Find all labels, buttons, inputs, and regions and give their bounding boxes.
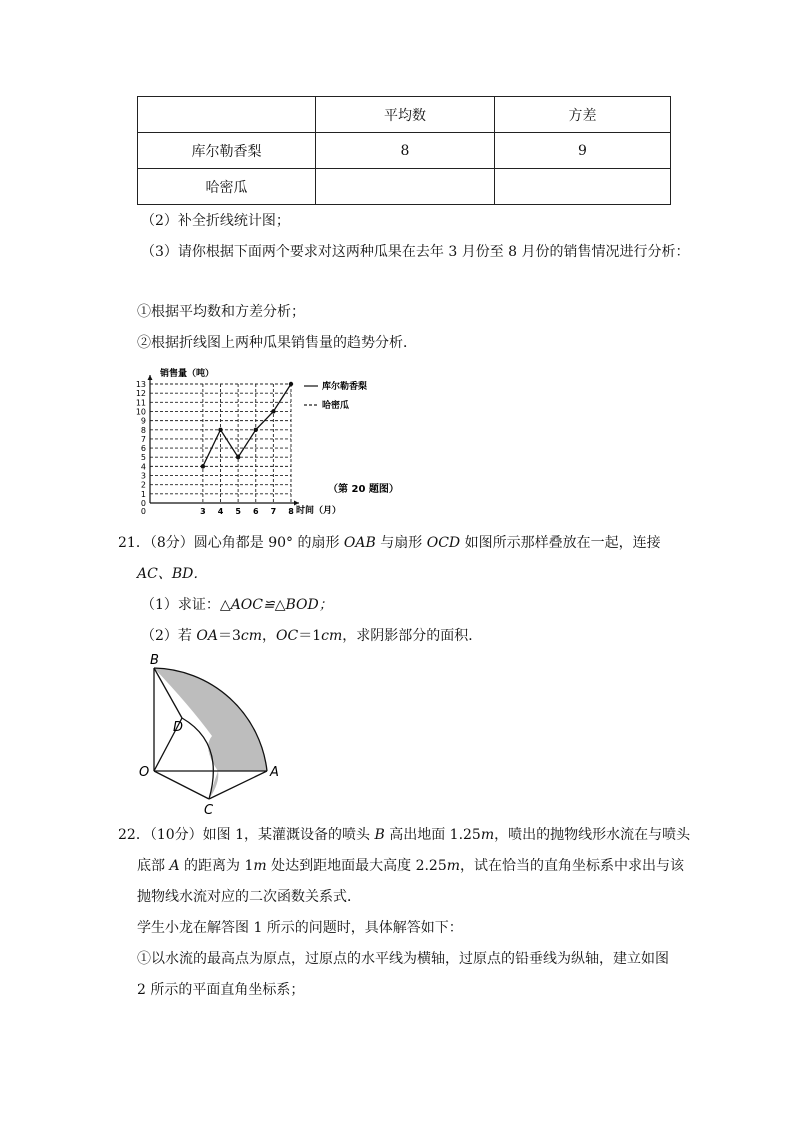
q21-oa: OA xyxy=(196,628,218,644)
q20-part2: （2）补全折线统计图； xyxy=(141,213,290,229)
table-header-cell xyxy=(138,97,316,133)
q22-text: 底部 xyxy=(137,858,170,874)
x-tick-label: 4 xyxy=(217,507,224,516)
y-tick-label: 9 xyxy=(140,416,146,426)
y-tick-label: 11 xyxy=(135,398,146,408)
series-line xyxy=(203,384,291,466)
question-number: 22． xyxy=(118,827,150,843)
q21-unit: cm xyxy=(321,628,343,644)
chart-caption: （第 20 题图） xyxy=(328,484,399,495)
sales-line-chart xyxy=(130,366,410,518)
chart-gridlines xyxy=(150,384,291,503)
table-header-cell: 平均数 xyxy=(316,97,495,133)
q22-text: ，喷出的抛物线形水流在与喷头 xyxy=(494,827,691,843)
x-axis-arrow xyxy=(294,501,299,506)
y-tick-label: 2 xyxy=(140,480,146,490)
y-tick-label: 13 xyxy=(135,380,146,389)
chart-series xyxy=(201,382,294,469)
q20-part3: （3）请你根据下面两个要求对这两种瓜果在去年 3 月份至 8 月份的销售情况进行分析： xyxy=(141,244,690,260)
q21-eq: ＝3 xyxy=(217,628,241,644)
q21-line1 xyxy=(118,533,661,553)
legend-item: 库尔勒香梨 xyxy=(322,382,368,392)
q22-point-a: A xyxy=(169,858,180,874)
q21-text: 如图所示那样叠放在一起，连接 xyxy=(460,535,661,551)
q21-text: 圆心角都是 90° 的扇形 xyxy=(193,535,344,551)
q22-text: 处达到距地面最大高度 2.25 xyxy=(266,858,447,874)
q22-unit: m xyxy=(253,858,267,874)
point-label-a: A xyxy=(270,765,279,780)
q21-sep: ， xyxy=(262,628,276,644)
q21-unit: cm xyxy=(240,628,262,644)
q20-req2: ②根据折线图上两种瓜果销售量的趋势分析． xyxy=(137,335,417,351)
table-row xyxy=(138,169,671,205)
table-cell-variance xyxy=(495,169,671,205)
x-tick-label: 6 xyxy=(252,507,259,516)
x-tick-label: 8 xyxy=(288,507,294,516)
y-tick-label: 0 xyxy=(140,499,146,508)
table-cell-name: 库尔勒香梨 xyxy=(138,133,316,169)
chart-legend xyxy=(304,380,367,411)
point-label-o: O xyxy=(139,765,150,780)
table-header-row xyxy=(138,97,671,133)
data-point xyxy=(218,428,222,432)
y-tick-label: 12 xyxy=(135,389,146,399)
y-tick-label: 1 xyxy=(140,489,146,499)
q21-part1-label: （1）求证： xyxy=(141,597,220,613)
q22-line1 xyxy=(118,825,690,845)
q21-part2 xyxy=(141,626,482,646)
q21-text: 与扇形 xyxy=(375,535,427,551)
y-tick-label: 10 xyxy=(135,407,146,417)
q22-line5: ①以水流的最高点为原点，过原点的水平线为横轴，过原点的铅垂线为纵轴，建立如图 xyxy=(137,951,669,967)
question-score: （8分） xyxy=(149,535,194,551)
x-tick-label: 5 xyxy=(235,507,241,516)
data-point xyxy=(201,464,205,468)
table-cell-variance: 9 xyxy=(495,133,671,169)
origin-label: 0 xyxy=(140,507,146,516)
q22-text: 如图 1，某灌溉设备的喷头 xyxy=(202,827,375,843)
y-axis-label: 销售量（吨） xyxy=(160,369,215,379)
point-label-d: D xyxy=(173,720,184,735)
stats-table xyxy=(137,96,671,205)
q21-eq: ＝1 xyxy=(298,628,322,644)
q21-sector-ocd: OCD xyxy=(426,535,461,551)
table-cell-name: 哈密瓜 xyxy=(138,169,316,205)
y-tick-label: 3 xyxy=(140,471,146,481)
data-point xyxy=(254,428,258,432)
y-tick-label: 7 xyxy=(140,434,146,444)
q22-unit: m xyxy=(480,827,495,843)
q21-part1-math: △AOC≌△BOD； xyxy=(219,597,333,613)
chart-axes xyxy=(148,375,300,506)
q21-part1 xyxy=(141,595,333,615)
y-tick-label: 5 xyxy=(140,453,146,463)
q21-oc: OC xyxy=(276,628,299,644)
q21-part2-label: （2）若 xyxy=(141,628,197,644)
q21-line2: AC、BD． xyxy=(137,566,208,582)
q22-text: ，试在恰当的直角坐标系中求出与该 xyxy=(460,858,685,874)
question-number: 21． xyxy=(118,535,150,551)
y-tick-label: 4 xyxy=(140,462,146,472)
q22-line4: 学生小龙在解答图 1 所示的问题时，具体解答如下： xyxy=(137,920,463,936)
y-axis-arrow xyxy=(148,375,153,380)
x-tick-label: 3 xyxy=(200,507,206,516)
segment-oc xyxy=(154,771,209,799)
y-tick-label: 6 xyxy=(140,444,146,454)
table-cell-mean: 8 xyxy=(316,133,495,169)
q22-line6: 2 所示的平面直角坐标系； xyxy=(137,982,305,998)
q22-line2 xyxy=(137,856,684,876)
x-tick-label: 7 xyxy=(270,507,277,516)
sector-figure xyxy=(130,648,290,818)
data-point xyxy=(271,409,275,413)
table-cell-mean xyxy=(316,169,495,205)
point-label-b: B xyxy=(150,653,159,668)
point-label-c: C xyxy=(204,803,214,818)
q22-point-b: B xyxy=(374,827,385,843)
y-tick-label: 8 xyxy=(140,425,146,435)
q21-text: ，求阴影部分的面积． xyxy=(342,628,483,644)
table-header-cell: 方差 xyxy=(495,97,671,133)
table-row xyxy=(138,133,671,169)
q22-unit: m xyxy=(446,858,461,874)
q22-text: 的距离为 1 xyxy=(179,858,254,874)
q21-sector-oab: OAB xyxy=(343,535,376,551)
question-score: （10分） xyxy=(149,827,203,843)
q22-line3: 抛物线水流对应的二次函数关系式． xyxy=(137,889,361,905)
x-axis-label: 时间（月） xyxy=(296,506,342,516)
q22-text: 高出地面 1.25 xyxy=(384,827,481,843)
data-point xyxy=(236,455,240,459)
legend-item: 哈密瓜 xyxy=(322,401,350,411)
q20-req1: ①根据平均数和方差分析； xyxy=(137,304,305,320)
data-point xyxy=(289,382,293,386)
